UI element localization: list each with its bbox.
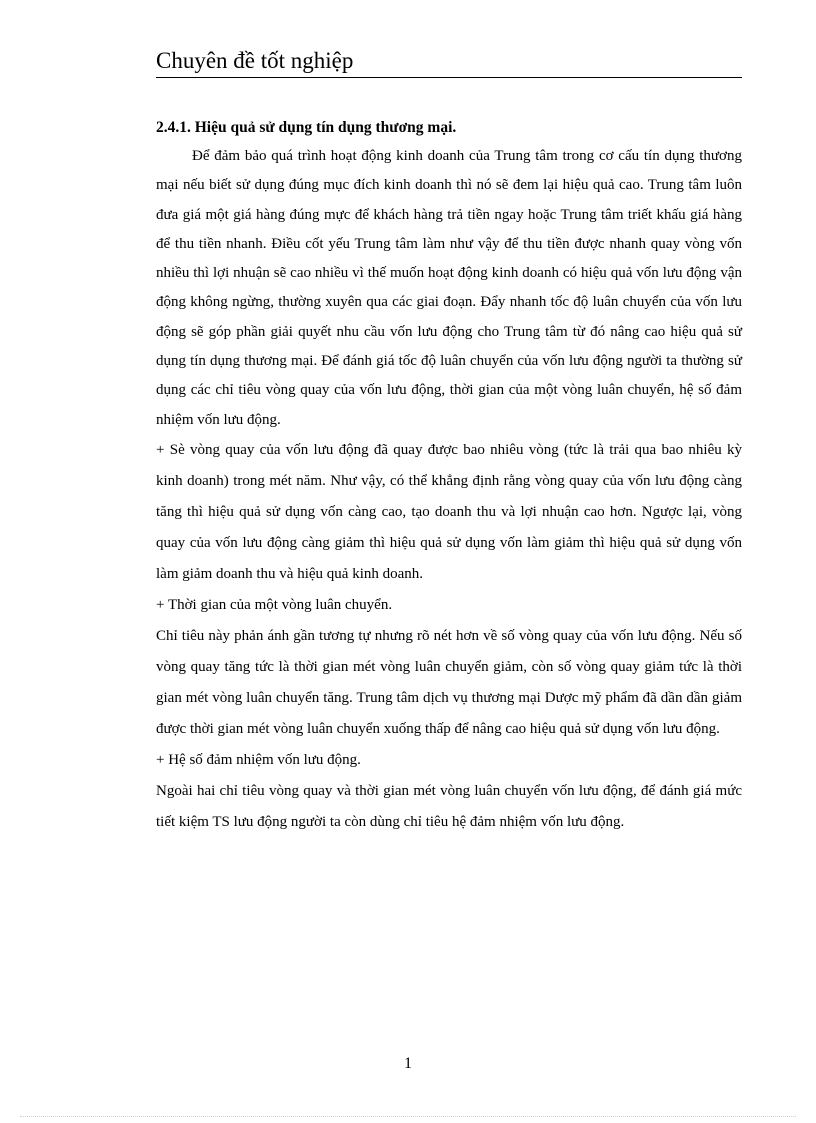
paragraph-coefficient-heading: + Hệ số đảm nhiệm vốn lưu động. xyxy=(156,751,361,768)
page-number: 1 xyxy=(404,1055,412,1072)
paragraph-cycle-heading: + Thời gian của một vòng luân chuyển. xyxy=(156,596,393,613)
section-heading: 2.4.1. Hiệu quả sử dụng tín dụng thương mại. xyxy=(156,119,457,136)
paragraph-intro: Để đảm bảo quá trình hoạt động kinh doanh của Trung tâm trong cơ cấu tín dụng thương mại nếu biết sử dụng đúng mục đích kinh doanh thì nó sẽ đem lại hiệu quả cao. Trung tâm luôn đưa giá một giá hàng đúng mực để khách hàng trả tiền ngay hoặc Trung tâm triết khấu giá hàng để thu tiền nhanh. Điều cốt yếu Trung tâm làm như vậy để thu tiền được nhanh quay vòng vốn nhiều thì lợi nhuận sẽ cao nhiều vì thế muốn hoạt động kinh doanh có hiệu quả vốn lưu động vận động không ngừng, thường xuyên qua các giai đoạn. Đẩy nhanh tốc độ luân chuyển của vốn lưu động sẽ góp phần giải quyết nhu cầu vốn lưu động cho Trung tâm từ đó nâng cao hiệu quả sử dụng tín dụng thương mại. Để đánh giá tốc độ luân chuyển của vốn lưu động người ta thường sử dụng các chỉ tiêu vòng quay của vốn lưu động, thời gian của một vòng luân chuyển, hệ số đảm nhiệm vốn lưu động. xyxy=(156,148,742,428)
paragraph-cycle: Chỉ tiêu này phản ánh gần tương tự nhưng rõ nét hơn về số vòng quay của vốn lưu động. Nếu số vòng quay tăng tức là thời gian mét vòng luân chuyển giảm, còn số vòng quay giảm tức là thời gian mét vòng luân chuyển tăng. Trung tâm dịch vụ thương mại Dược mỹ phẩm đã dần dần giảm được thời gian mét vòng luân chuyển xuống thấp để nâng cao hiệu quả sử dụng vốn lưu động. xyxy=(156,627,742,737)
document-body xyxy=(156,114,742,838)
page-bottom-divider xyxy=(20,1116,796,1117)
paragraph-turnover: + Sè vòng quay của vốn lưu động đã quay được bao nhiêu vòng (tức là trải qua bao nhiêu kỳ kinh doanh) trong mét năm. Như vậy, có thể khẳng định rằng vòng quay của vốn lưu động càng tăng thì hiệu quả sử dụng vốn càng cao, tạo doanh thu và lợi nhuận cao hơn. Ngược lại, vòng quay của vốn lưu động càng giảm thì hiệu quả sử dụng vốn làm giảm thì hiệu quả sử dụng vốn làm giảm doanh thu và hiệu quả kinh doanh. xyxy=(156,441,742,582)
header-title: Chuyên đề tốt nghiệp xyxy=(156,48,354,73)
paragraph-coefficient: Ngoài hai chỉ tiêu vòng quay và thời gian mét vòng luân chuyển vốn lưu động, để đánh giá mức tiết kiệm TS lưu động người ta còn dùng chỉ tiêu hệ đảm nhiệm vốn lưu động. xyxy=(156,782,742,830)
running-header xyxy=(156,46,742,78)
